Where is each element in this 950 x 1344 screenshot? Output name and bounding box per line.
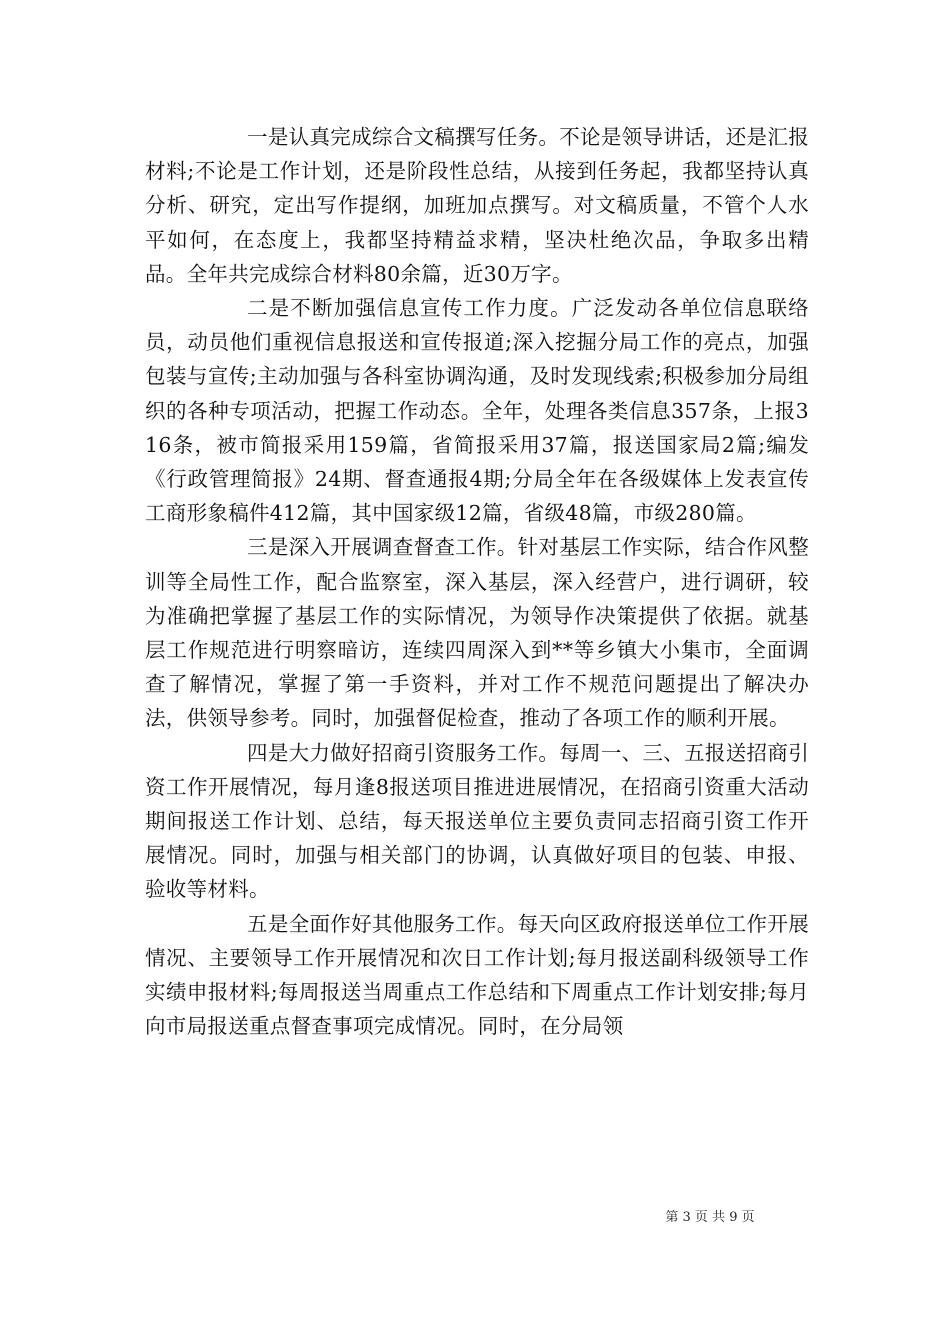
paragraph-3: 三是深入开展调查督查工作。针对基层工作实际，结合作风整训等全局性工作，配合监察室，深入基层，深入经营户，进行调研，较为准确把掌握了基层工作的实际情况，为领导作决策提供了依据。就基层工作规范进行明察暗访，连续四周深入到**等乡镇大小集市，全面调查了解情况，掌握了第一手资料，并对工作不规范问题提出了解决办法，供领导参考。同时，加强督促检查，推动了各项工作的顺利开展。 <box>145 535 809 731</box>
page-number-footer: 第 3 页 共 9 页 <box>665 1210 755 1225</box>
paragraph-2: 二是不断加强信息宣传工作力度。广泛发动各单位信息联络员，动员他们重视信息报送和宣传报道;深入挖掘分局工作的亮点，加强包装与宣传;主动加强与各科室协调沟通，及时发现线索;积极参加分局组织的各种专项活动，把握工作动态。全年，处理各类信息357条，上报316条，被市简报采用159篇，省简报采用37篇，报送国家局2篇;编发《行政管理简报》24期、督查通报4期;分局全年在各级媒体上发表宣传工商形象稿件412篇，其中国家级12篇，省级48篇，市级280篇。 <box>145 296 809 526</box>
paragraph-1: 一是认真完成综合文稿撰写任务。不论是领导讲话，还是汇报材料;不论是工作计划，还是阶段性总结，从接到任务起，我都坚持认真分析、研究，定出写作提纲，加班加点撰写。对文稿质量，不管个人水平如何，在态度上，我都坚持精益求精，坚决杜绝次品，争取多出精品。全年共完成综合材料80余篇，近30万字。 <box>145 125 809 286</box>
paragraph-4: 四是大力做好招商引资服务工作。每周一、三、五报送招商引资工作开展情况，每月逢8报送项目推进进展情况，在招商引资重大活动期间报送工作计划、总结，每天报送单位主要负责同志招商引资工作开展情况。同时，加强与相关部门的协调，认真做好项目的包装、申报、验收等材料。 <box>145 740 809 902</box>
paragraph-5: 五是全面作好其他服务工作。每天向区政府报送单位工作开展情况、主要领导工作开展情况和次日工作计划;每月报送副科级领导工作实绩申报材料;每周报送当周重点工作总结和下周重点工作计划安排;每月向市局报送重点督查事项完成情况。同时，在分局领 <box>145 911 809 1039</box>
document-body <box>145 120 809 1043</box>
